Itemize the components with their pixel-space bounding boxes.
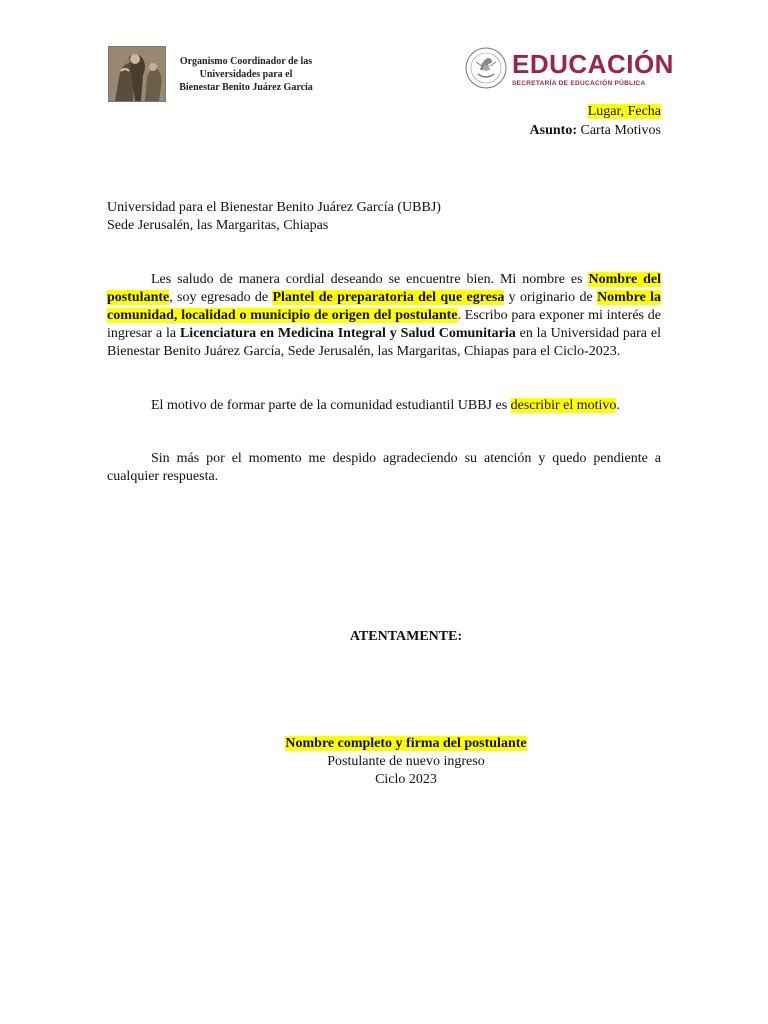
signature-placeholder: Nombre completo y firma del postulante <box>285 736 527 751</box>
edu-title: EDUCACIÓN <box>512 48 674 79</box>
org-name-line-2: Universidades para el <box>199 68 293 80</box>
national-seal-icon <box>464 44 508 92</box>
motive-placeholder: describir el motivo <box>510 398 617 413</box>
sep-logo-text <box>512 50 674 87</box>
applicant-cycle: Ciclo 2023 <box>375 772 437 787</box>
paragraph-intro <box>107 271 661 361</box>
paragraph-closing <box>107 450 661 486</box>
org-name <box>176 55 316 94</box>
org-logo-image <box>108 46 166 102</box>
p2-text-2: . <box>616 398 620 413</box>
p1-text-1: Les saludo de manera cordial deseando se encuentre bien. Mi nombre es <box>151 272 589 287</box>
place-date-placeholder: Lugar, Fecha <box>587 104 661 119</box>
org-name-line-3: Bienestar Benito Juárez García <box>179 81 313 93</box>
p1-text-3: y originario de <box>504 290 598 305</box>
place-date <box>588 104 661 120</box>
origin-placeholder: Nombre la comunidad, localidad o municipio de origen del postulante <box>107 290 662 323</box>
p1-text-4: . Escribo para exponer mi interés de ingresar a la <box>107 308 661 341</box>
subject-line <box>530 123 661 139</box>
org-name-line-1: Organismo Coordinador de las <box>179 55 313 67</box>
p1-text-2: , soy egresado de <box>169 290 273 305</box>
subject-value: Carta Motivos <box>577 123 661 138</box>
sep-header <box>464 44 674 92</box>
p3-text: Sin más por el momento me despido agradeciendo su atención y quedo pendiente a cualquier respuesta. <box>107 451 661 484</box>
p1-text-5: en la Universidad para el Bienestar Benito Juárez García, Sede Jerusalén, las Margaritas, Chiapas para el Ciclo-2023. <box>107 326 661 359</box>
edu-subtitle: SECRETARÍA DE EDUCACIÓN PÚBLICA <box>512 79 646 87</box>
name-placeholder: Nombre del postulante <box>107 272 661 305</box>
org-header <box>108 46 316 102</box>
program-name: Licenciatura en Medicina Integral y Salud Comunitaria <box>179 326 516 341</box>
school-placeholder: Plantel de preparatoria del que egresa <box>272 290 505 305</box>
paragraph-motive <box>107 397 661 415</box>
recipient-line-2: Sede Jerusalén, las Margaritas, Chiapas <box>107 218 329 233</box>
signature-block <box>107 735 705 789</box>
salutation: ATENTAMENTE: <box>349 629 463 644</box>
subject-label: Asunto: <box>529 123 577 138</box>
applicant-role: Postulante de nuevo ingreso <box>327 754 485 769</box>
p2-text-1: El motivo de formar parte de la comunidad estudiantil UBBJ es <box>151 398 511 413</box>
recipient-line-1: Universidad para el Bienestar Benito Juárez García (UBBJ) <box>107 200 441 215</box>
